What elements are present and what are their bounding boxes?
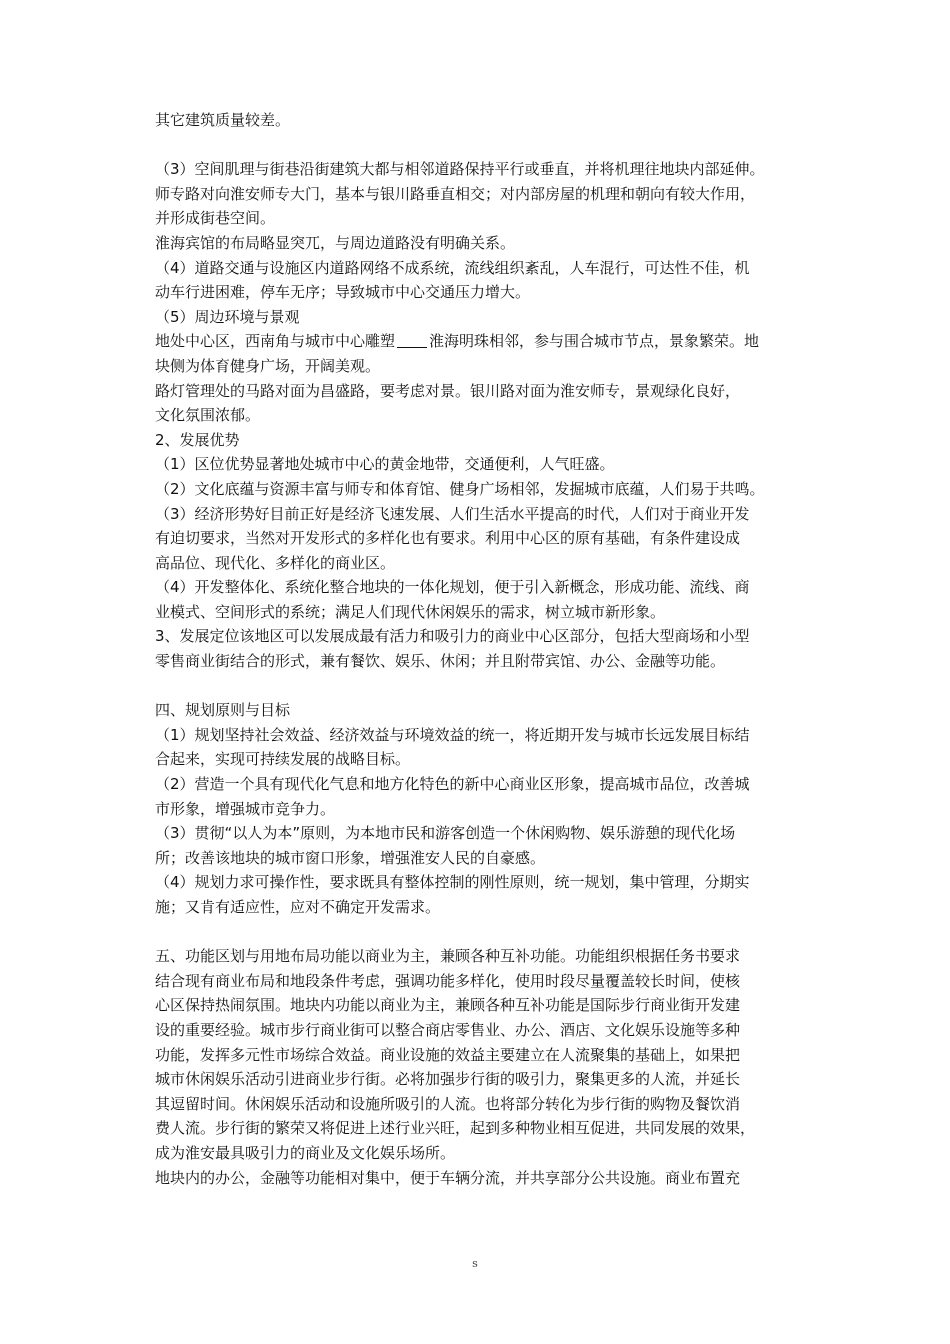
text-line: 高品位、现代化、多样化的商业区。 xyxy=(155,553,396,572)
text-line: 地块内的办公，金融等功能相对集中，便于车辆分流，并共享部分公共设施。商业布置充 xyxy=(155,1168,741,1187)
page-footer-mark: s xyxy=(472,1257,478,1270)
text-line: 文化氛围浓郁。 xyxy=(155,406,261,425)
text-fragment: 淮海明珠相邻，参与围合城市节点，景象繁荣。地 xyxy=(429,332,760,351)
text-fragment: 地处中心区，西南角与城市中心雕塑 xyxy=(155,332,396,351)
text-line: （3）贯彻“以人为本”原则，为本地市民和游客创造一个休闲购物、娱乐游憩的现代化场 xyxy=(155,824,736,843)
document-body xyxy=(155,108,845,1190)
text-line: （3）经济形势好目前正好是经济飞速发展、人们生活水平提高的时代，人们对于商业开发 xyxy=(155,504,750,523)
text-line: 业模式、空间形式的系统；满足人们现代休闲娱乐的需求，树立城市新形象。 xyxy=(155,602,666,621)
text-line: 心区保持热闹氛围。地块内功能以商业为主，兼顾各种互补功能是国际步行商业街开发建 xyxy=(155,996,741,1015)
text-line: 市形象，增强城市竞争力。 xyxy=(155,799,336,818)
section-heading: 四、规划原则与目标 xyxy=(155,701,291,720)
text-line: 功能，发挥多元性市场综合效益。商业设施的效益主要建立在人流聚集的基础上，如果把 xyxy=(155,1045,741,1064)
text-line: （4）规划力求可操作性，要求既具有整体控制的刚性原则，统一规划，集中管理，分期实 xyxy=(155,873,750,892)
text-line: 设的重要经验。城市步行商业街可以整合商店零售业、办公、酒店、文化娱乐设施等多种 xyxy=(155,1020,741,1039)
text-line: （2）营造一个具有现代化气息和地方化特色的新中心商业区形象，提高城市品位，改善城 xyxy=(155,775,750,794)
text-line: 结合现有商业布局和地段条件考虑，强调功能多样化，使用时段尽量覆盖较长时间，使核 xyxy=(155,971,741,990)
text-line: 成为淮安最具吸引力的商业及文化娱乐场所。 xyxy=(155,1143,456,1162)
text-line: 并形成街巷空间。 xyxy=(155,209,276,228)
text-line: 其逗留时间。休闲娱乐活动和设施所吸引的人流。也将部分转化为步行街的购物及餐饮消 xyxy=(155,1094,741,1113)
text-line: 路灯管理处的马路对面为昌盛路，要考虑对景。银川路对面为淮安师专，景观绿化良好， xyxy=(155,381,741,400)
text-line: （3）空间肌理与街巷沿街建筑大都与相邻道路保持平行或垂直，并将机理往地块内部延伸。 xyxy=(155,160,765,179)
text-line: （1）规划坚持社会效益、经济效益与环境效益的统一，将近期开发与城市长远发展目标结 xyxy=(155,725,750,744)
text-line: 有迫切要求，当然对开发形式的多样化也有要求。利用中心区的原有基础，有条件建设成 xyxy=(155,529,741,548)
text-line: 合起来，实现可持续发展的战略目标。 xyxy=(155,750,411,769)
text-line: 3、发展定位该地区可以发展成最有活力和吸引力的商业中心区部分，包括大型商场和小型 xyxy=(155,627,750,646)
text-line: （2）文化底蕴与资源丰富与师专和体育馆、健身广场相邻，发掘城市底蕴，人们易于共鸣。 xyxy=(155,479,765,498)
paragraph-gap xyxy=(155,133,845,158)
text-line: 施；又肯有适应性，应对不确定开发需求。 xyxy=(155,898,441,916)
text-line: 其它建筑质量较差。 xyxy=(155,111,291,129)
text-line: （4）开发整体化、系统化整合地块的一体化规划，便于引入新概念，形成功能、流线、商 xyxy=(155,578,750,597)
text-line: 淮海宾馆的布局略显突兀，与周边道路没有明确关系。 xyxy=(155,233,516,252)
text-line: 动车行进困难，停车无序；导致城市中心交通压力增大。 xyxy=(155,283,531,302)
text-line: 零售商业街结合的形式，兼有餐饮、娱乐、休闲；并且附带宾馆、办公、金融等功能。 xyxy=(155,652,726,671)
paragraph-gap xyxy=(155,920,845,945)
section-heading: 五、功能区划与用地布局功能以商业为主，兼顾各种互补功能。功能组织根据任务书要求 xyxy=(155,947,741,966)
text-line: 费人流。步行街的繁荣又将促进上述行业兴旺，起到多种物业相互促进，共同发展的效果， xyxy=(155,1119,756,1138)
underline-blank xyxy=(397,331,427,348)
text-line-with-blank xyxy=(155,329,845,354)
text-line: 城市休闲娱乐活动引进商业步行街。必将加强步行街的吸引力，聚集更多的人流，并延长 xyxy=(155,1070,741,1089)
text-line: （5）周边环境与景观 xyxy=(155,307,300,326)
text-line: 师专路对向淮安师专大门，基本与银川路垂直相交；对内部房屋的机理和朝向有较大作用， xyxy=(155,184,756,203)
text-line: （1）区位优势显著地处城市中心的黄金地带，交通便利，人气旺盛。 xyxy=(155,455,615,474)
paragraph-gap xyxy=(155,674,845,699)
text-line: 所；改善该地块的城市窗口形象，增强淮安人民的自豪感。 xyxy=(155,848,546,867)
section-heading: 2、发展优势 xyxy=(155,430,240,449)
text-line: 块侧为体育健身广场，开阔美观。 xyxy=(155,356,381,375)
text-line: （4）道路交通与设施区内道路网络不成系统，流线组织紊乱，人车混行，可达性不佳，机 xyxy=(155,258,750,277)
